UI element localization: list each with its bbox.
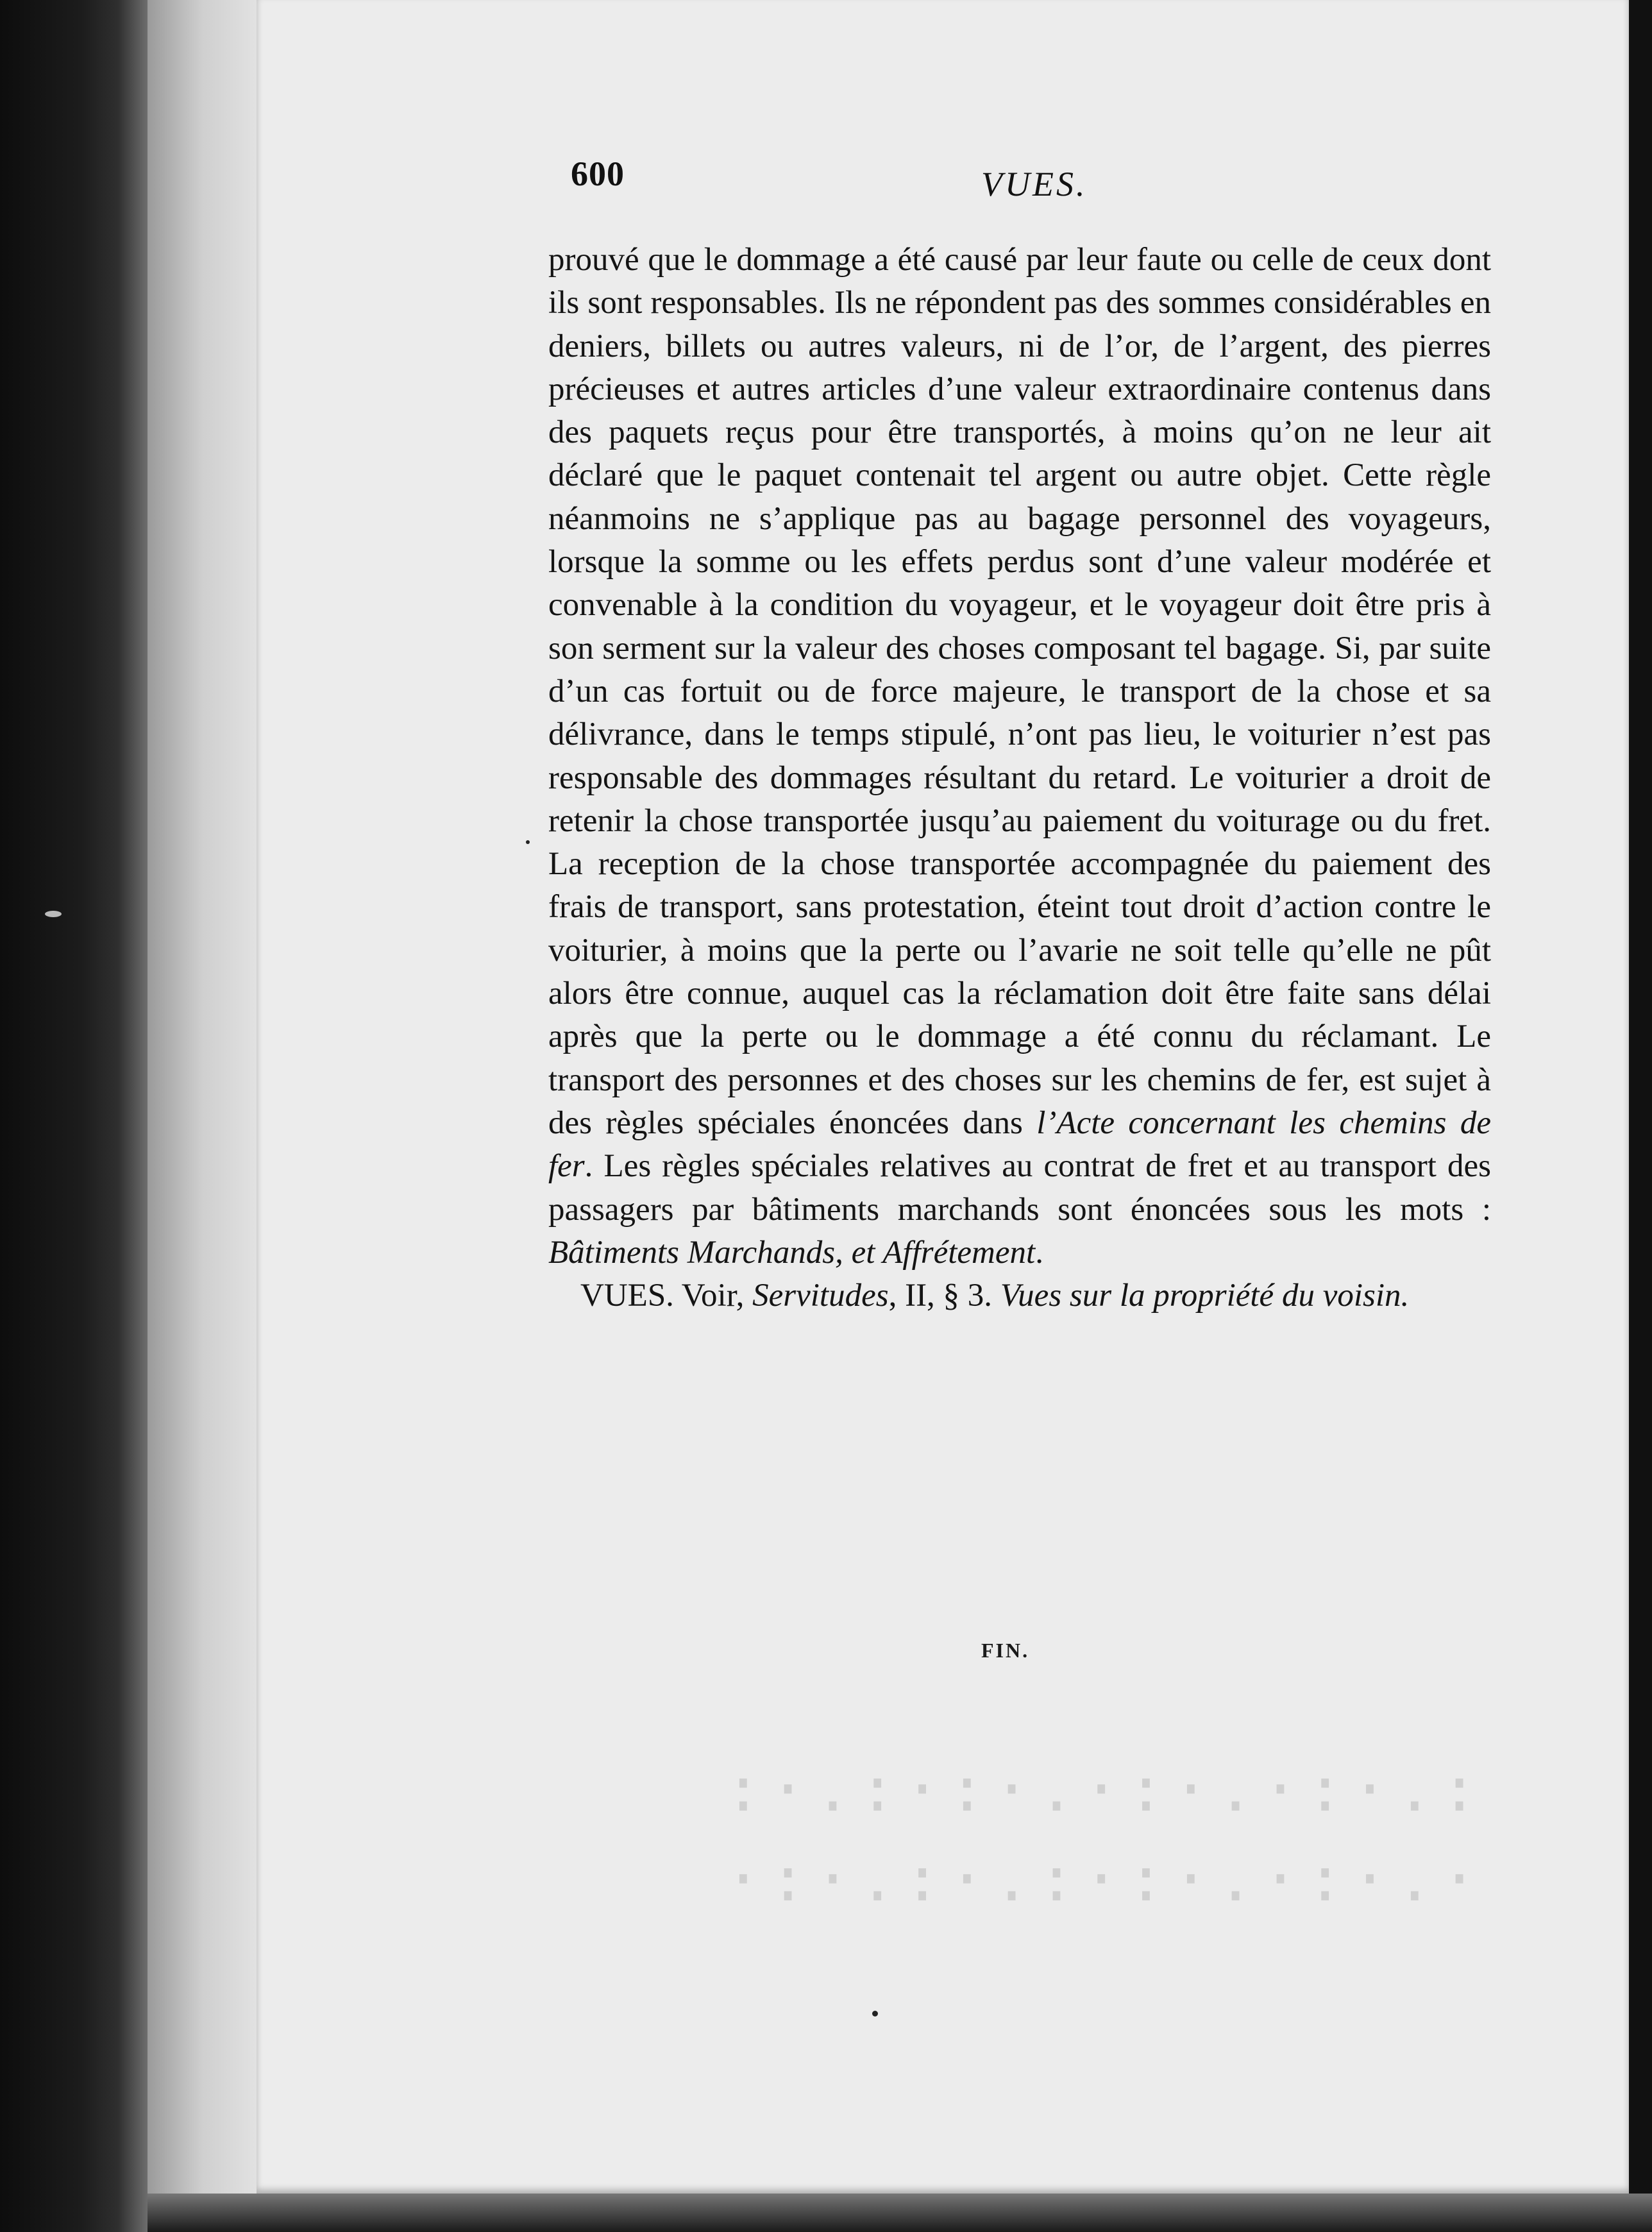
page-header [571,148,1103,205]
running-title: VUES. [981,165,1088,203]
scan-speck [45,911,62,917]
fin-marker: FIN. [981,1639,1030,1662]
italic-reference: Bâtiments Marchands, et Affrétement [548,1234,1036,1271]
italic-reference: Vues sur la propriété du voisin. [1000,1278,1410,1314]
scan-border-right [1629,0,1652,2232]
paragraph-text: , II, § 3. [888,1278,1000,1314]
scan-speck [526,840,530,844]
page-gutter [148,0,269,2232]
stamp-pattern: :·.:·:·.·:·.·:·.: [725,1754,1486,1825]
body-text [548,239,1491,1317]
italic-reference: Servitudes [752,1278,889,1314]
book-spine [0,0,148,2232]
page-number: 600 [571,155,625,193]
scan-speck [872,2011,878,2016]
paragraph-text: Voir, [673,1278,753,1314]
scan-border-bottom [148,2194,1652,2232]
paragraph-text: . [1035,1234,1043,1271]
library-stamp-bleedthrough [725,1745,1486,1931]
dictionary-entry-vues [548,1274,1491,1317]
paragraph-text: . Les règles spéciales relatives au contrat de fret et au transport des passagers par bâtiments marchands sont énoncées sous les mots : [548,1148,1491,1228]
paragraph-text: prouvé que le dommage a été causé par leur faute ou celle de ceux dont ils sont responsables. Ils ne répondent pas des sommes considérables en deniers, billets ou autres valeurs, ni de l’or, de l’argent, des pierres précieuses et autres articles d’une valeur extraordinaire contenus dans des paquets reçus pour être transportés, à moins qu’on ne leur ait déclaré que le paquet contenait tel argent ou autre objet. Cette règle néanmoins ne s’applique pas au bagage personnel des voyageurs, lorsque la somme ou les effets perdus sont d’une valeur modérée et convenable à la condition du voyageur, et le voyageur doit être pris à son serment sur la valeur des choses composant tel bagage. Si, par suite d’un cas fortuit ou de force majeure, le transport de la chose et sa délivrance, dans le temps stipulé, n’ont pas lieu, le voiturier n’est pas responsable des dommages résultant du retard. Le voiturier a droit de retenir la chose transportée jusqu’au paiement du voiturage ou du fret. La reception de la chose transportée accompagnée du paiement des frais de transport, sans protestation, éteint tout droit d’action contre le voiturier, à moins que la perte ou l’avarie ne soit telle qu’elle ne pût alors être connue, auquel cas la réclamation doit être faite sans délai après que la perte ou le dommage a été connu du réclamant. Le transport des personnes et des choses sur les chemins de fer, est sujet à des règles spéciales énoncées dans [548,242,1491,1141]
entry-headword: VUES. [580,1278,674,1314]
stamp-pattern: ·:·.:·.:·:·.·:·.· [725,1843,1486,1915]
paragraph-continuation [548,239,1491,1274]
italic-reference: l’Acte concernant les chemins de fer [548,1104,1491,1185]
